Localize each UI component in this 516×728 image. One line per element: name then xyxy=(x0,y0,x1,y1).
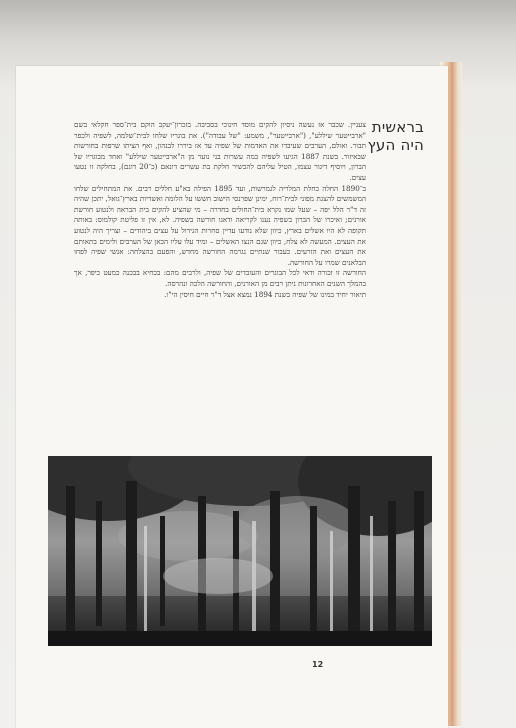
body-paragraph: תיאור יחיד במינו של שפיה בשנת 1894 נמצא אצל ד"ר חיים חיסין הי"ו. xyxy=(164,289,366,299)
body-paragraph: החורשה זו זכורה ודאי לכל הבוגרים והעובדים של שפיה, ולרבים מהם: בכחיא בבכנה כמעט כיפר, אך בהמלך השנים האחרונות ניתן רבים מן האורנים, והחורשה הלכה ונהרסה. xyxy=(74,268,366,288)
page-number: 12 xyxy=(312,660,324,669)
forest-photo xyxy=(48,456,432,646)
forest-photo-image xyxy=(48,456,432,646)
body-paragraph: צעניין. שכבר אז נעשה ניסיון להקים מוסד חינוכי בסביבה. בזכרון־יעקב הוקם בית־ספר חקלאי בשם "ארבייטער שיללע", ("ארבייטער", משמע: "של עבודה"). את בוגריו שלחו לבית־שלמה, לשפיה ולכפר תבור. ואולם, הערבים שעיבדו את האדמות של שפיה עד אז ביררו לבנהון, ואף הציתו שרפות בחורשות שבאיזור. בשנת 1887 הגיעו לשפיה כמה עשרות בני נוער מן ה"ארבייטער שיללע" ואחד מבוגריו של הברון, ויוסיף דיגור עצמו, הטיל עליהם להכשיר חלקת בת עשרים דונאם (כ־20 דונם), בחלקה זו נטעו עצים. xyxy=(74,120,366,182)
chapter-title-line-1: בראשית xyxy=(371,118,424,136)
body-paragraph: ב־1890 החלה בחלת המלריה לגמרשות, ועד 1895 הפילה בא"ע חללים רבים. את המתחילים שלחו המשמשים להצגת מפוני לבית־רוח, ימינן שפרנסי הישוב חששו על הלומה ואשדיות בארץ־גואל, יתכן שהיה זה ד"ר הלל יפה – שעל שמו נקרא בית־החולים בחדרה – מי שהציע להקים בית הבראה ולנטוע חורשת אורנים; ואיכרו של הברון בשפיה נענו לקריאה ודאגו חורשה בשפיה. לא, אין זו פליטת קולמוס: באותה תקופה לא היו אשלים בארץ, כיוון שלא נודעו עדיין סחרות הגידול על עצים ביהודים – וצריך היה לנטוע את העצים. המעשה לא צלח, כיוון שגם הנצו האשלים – ומיד עלו עליו הכאן של הערבים ולימים בתאותם את העצים ואת הזרעים. כעבור שנתיים נגרמה החורשה מחדש, והפעם בהצלחה: אנשי שפיה לפחו הבלאנים שמרו על החורשה. xyxy=(74,183,366,267)
article-body xyxy=(74,120,366,300)
book-page xyxy=(16,66,448,728)
chapter-title-line-2: היה העץ xyxy=(367,136,424,154)
